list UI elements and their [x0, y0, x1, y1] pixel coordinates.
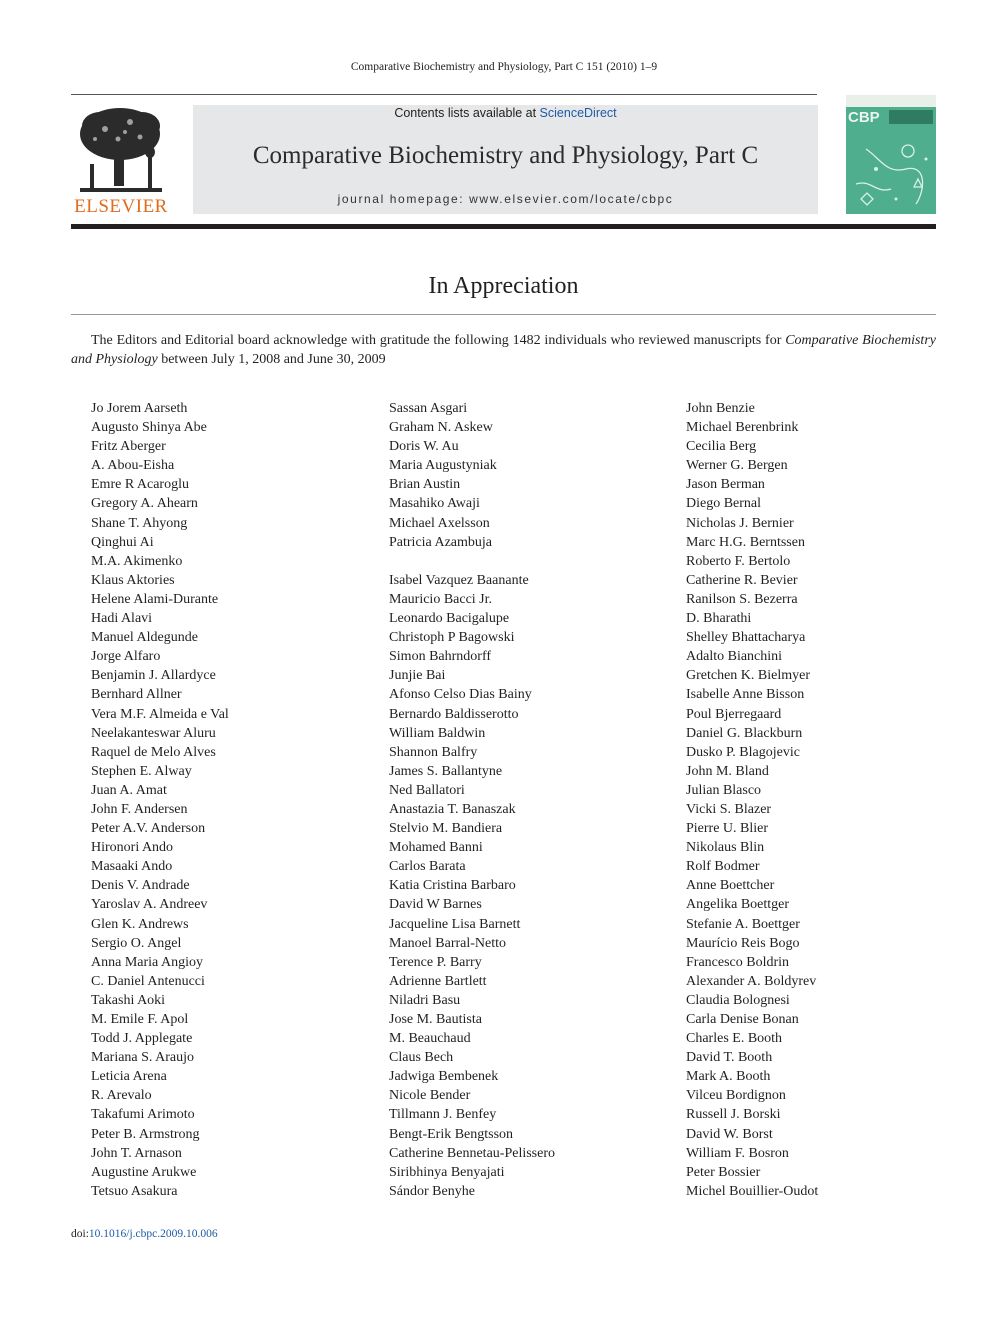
reviewer-name: Carla Denise Bonan — [686, 1012, 799, 1027]
reviewer-name: Marc H.G. Berntssen — [686, 534, 805, 550]
cover-title-bar — [889, 110, 933, 124]
reviewer-name: Angelika Boettger — [686, 897, 790, 913]
reviewer-name: Bernardo Baldisserotto — [389, 706, 519, 722]
cover-illustration — [846, 129, 936, 214]
header-divider — [71, 94, 817, 95]
reviewer-name: M. Emile F. Apol — [91, 1012, 189, 1027]
reviewer-name: Ranilson S. Bezerra — [686, 591, 798, 607]
reviewer-name: Anna Maria Angioy — [91, 954, 203, 970]
reviewer-name: Claus Bech — [389, 1050, 454, 1066]
reviewer-name: R. Arevalo — [91, 1088, 152, 1104]
reviewer-name: Todd J. Applegate — [91, 1031, 193, 1047]
reviewer-name: C. Daniel Antenucci — [91, 973, 205, 989]
reviewer-name: Fritz Aberger — [91, 439, 166, 455]
journal-title: Comparative Biochemistry and Physiology, Part C — [252, 142, 759, 169]
reviewer-name: Klaus Aktories — [91, 572, 175, 588]
reviewer-name: Simon Bahrndorff — [389, 649, 492, 665]
reviewer-name: Mohamed Banni — [389, 840, 483, 856]
group-gap — [389, 552, 555, 571]
reviewer-name: John Benzie — [686, 401, 755, 416]
reviewer-name: David W Barnes — [389, 897, 482, 913]
reviewer-name: Niladri Basu — [389, 992, 461, 1008]
reviewer-name: Roberto F. Bertolo — [686, 553, 791, 569]
title-rule — [71, 314, 936, 315]
reviewer-name: William Baldwin — [389, 725, 486, 741]
reviewer-name: Francesco Boldrin — [686, 954, 790, 970]
sciencedirect-link[interactable]: ScienceDirect — [539, 106, 617, 120]
reviewer-name: Jo Jorem Aarseth — [91, 401, 188, 416]
reviewer-name: Sándor Benyhe — [389, 1183, 475, 1199]
reviewer-name: M. Beauchaud — [389, 1031, 471, 1047]
reviewer-name: Poul Bjerregaard — [686, 706, 782, 722]
reviewer-name: Catherine Bennetau-Pelissero — [389, 1145, 556, 1161]
reviewer-name: Bernhard Allner — [91, 687, 182, 703]
reviewer-name: Vilceu Bordignon — [686, 1088, 786, 1104]
reviewer-name: Leonardo Bacigalupe — [389, 611, 510, 627]
reviewer-name: Julian Blasco — [686, 782, 762, 798]
reviewer-name: Jose M. Bautista — [389, 1012, 482, 1027]
reviewer-name: Shelley Bhattacharya — [686, 630, 806, 646]
reviewer-name: Helene Alami-Durante — [91, 591, 219, 607]
reviewer-name: Carlos Barata — [389, 859, 466, 875]
reviewer-name: Masaaki Ando — [91, 859, 173, 875]
contents-line — [193, 106, 818, 120]
reviewer-name: Stefanie A. Boettger — [686, 916, 800, 932]
reviewer-name: Shannon Balfry — [389, 744, 478, 760]
reviewer-name: Nicholas J. Bernier — [686, 515, 794, 531]
reviewer-name: Hironori Ando — [91, 840, 174, 856]
reviewer-name: Yaroslav A. Andreev — [91, 897, 208, 913]
doi-line — [71, 1228, 218, 1240]
header-rule — [71, 224, 936, 229]
reviewer-name: Brian Austin — [389, 477, 461, 493]
reviewer-column-1 — [91, 399, 229, 1201]
reviewer-name: Cecilia Berg — [686, 439, 757, 455]
reviewer-name: Rolf Bodmer — [686, 859, 760, 875]
reviewer-group-b — [389, 571, 555, 1201]
reviewer-name: Jacqueline Lisa Barnett — [389, 916, 521, 932]
reviewer-name: Gretchen K. Bielmyer — [686, 668, 811, 684]
reviewer-name: Claudia Bolognesi — [686, 992, 790, 1008]
journal-cover — [846, 95, 936, 214]
reviewer-name: James S. Ballantyne — [389, 763, 503, 779]
reviewer-name: Daniel G. Blackburn — [686, 725, 803, 741]
reviewer-name: Augustine Arukwe — [91, 1164, 197, 1180]
reviewer-name: Afonso Celso Dias Bainy — [389, 687, 532, 703]
doi-link[interactable]: 10.1016/j.cbpc.2009.10.006 — [88, 1228, 218, 1240]
reviewer-name: Siribhinya Benyajati — [389, 1164, 505, 1180]
reviewer-name: John M. Bland — [686, 763, 769, 779]
contents-prefix: Contents lists available at — [394, 106, 540, 120]
reviewer-name: Graham N. Askew — [389, 420, 493, 436]
reviewer-name: Benjamin J. Allardyce — [91, 668, 216, 684]
reviewer-name: Glen K. Andrews — [91, 916, 189, 932]
reviewer-name: Peter A.V. Anderson — [91, 821, 206, 837]
journal-banner — [193, 105, 818, 214]
reviewer-name: Nicole Bender — [389, 1088, 471, 1104]
reviewer-name: Stelvio M. Bandiera — [389, 821, 503, 837]
reviewer-name: Diego Bernal — [686, 496, 762, 512]
reviewer-name: Stephen E. Alway — [91, 763, 192, 779]
intro-paragraph — [71, 331, 936, 369]
reviewer-group-a — [389, 399, 555, 552]
reviewer-name: Tillmann J. Benfey — [389, 1107, 497, 1123]
reviewer-name: Sergio O. Angel — [91, 935, 182, 951]
reviewer-name: M.A. Akimenko — [91, 553, 183, 569]
reviewer-name: Anne Boettcher — [686, 878, 775, 894]
reviewer-name: Jadwiga Bembenek — [389, 1069, 499, 1085]
reviewer-name: Christoph P Bagowski — [389, 630, 515, 646]
reviewer-name: Jason Berman — [686, 477, 765, 493]
reviewer-name: Charles E. Booth — [686, 1031, 783, 1047]
reviewer-name: Adalto Bianchini — [686, 649, 783, 665]
reviewer-column-2 — [389, 399, 555, 1201]
reviewer-name: Juan A. Amat — [91, 782, 167, 798]
reviewer-name: Leticia Arena — [91, 1069, 167, 1085]
reviewer-name: Peter B. Armstrong — [91, 1126, 200, 1142]
journal-homepage[interactable]: journal homepage: www.elsevier.com/locate/cbpc — [337, 192, 674, 206]
reviewer-name: Takashi Aoki — [91, 992, 166, 1008]
reviewer-name: Doris W. Au — [389, 439, 459, 455]
reviewer-name: Hadi Alavi — [91, 611, 153, 627]
reviewer-name: Peter Bossier — [686, 1164, 761, 1180]
reviewer-name: Nikolaus Blin — [686, 840, 765, 856]
reviewer-name: Vicki S. Blazer — [686, 801, 772, 817]
reviewer-name: Isabel Vazquez Baanante — [389, 572, 529, 588]
reviewer-name: Neelakanteswar Aluru — [91, 725, 216, 741]
reviewer-name: Bengt-Erik Bengtsson — [389, 1126, 514, 1142]
reviewer-name: Mauricio Bacci Jr. — [389, 591, 493, 607]
intro-journal-name: Comparative Biochemistry and Physiology — [71, 333, 936, 367]
reviewer-name: Katia Cristina Barbaro — [389, 878, 516, 894]
reviewer-name: Michael Axelsson — [389, 515, 490, 531]
reviewer-name: Junjie Bai — [389, 668, 446, 684]
reviewer-name: Gregory A. Ahearn — [91, 496, 198, 512]
reviewer-name: Mark A. Booth — [686, 1069, 771, 1085]
reviewer-name: Anastazia T. Banaszak — [389, 801, 516, 817]
elsevier-wordmark: ELSEVIER — [74, 196, 168, 217]
reviewer-name: John F. Andersen — [91, 801, 188, 817]
reviewer-name: Emre R Acaroglu — [91, 477, 189, 493]
reviewer-name: Werner G. Bergen — [686, 458, 788, 474]
cover-top-strip — [846, 95, 936, 107]
reviewer-name: Augusto Shinya Abe — [91, 420, 207, 436]
doi-prefix: doi: — [71, 1228, 89, 1240]
reviewer-column-3 — [686, 399, 818, 1201]
reviewer-name: Sassan Asgari — [389, 401, 468, 416]
reviewer-name: Shane T. Ahyong — [91, 515, 188, 531]
reviewer-name: David T. Booth — [686, 1050, 773, 1066]
reviewer-name: Isabelle Anne Bisson — [686, 687, 805, 703]
reviewer-name: David W. Borst — [686, 1126, 773, 1142]
cover-abbrev: CBP — [848, 109, 880, 126]
reviewer-name: Michel Bouillier-Oudot — [686, 1183, 819, 1199]
reviewer-name: Catherine R. Bevier — [686, 572, 798, 588]
reviewer-name: Mariana S. Araujo — [91, 1050, 195, 1066]
reviewer-name: Dusko P. Blagojevic — [686, 744, 800, 760]
reviewer-name: Vera M.F. Almeida e Val — [91, 706, 229, 722]
reviewer-name: Pierre U. Blier — [686, 821, 769, 837]
reviewer-name: Tetsuo Asakura — [91, 1183, 178, 1199]
reviewer-name: Michael Berenbrink — [686, 420, 799, 436]
reviewer-name: Russell J. Borski — [686, 1107, 781, 1123]
intro-text-2: between July 1, 2008 and June 30, 2009 — [157, 352, 386, 367]
reviewer-name: Jorge Alfaro — [91, 649, 161, 665]
reviewer-name: Raquel de Melo Alves — [91, 744, 216, 760]
reviewer-name: Maria Augustyniak — [389, 458, 497, 474]
reviewer-name: Denis V. Andrade — [91, 878, 190, 894]
reviewer-name: Masahiko Awaji — [389, 496, 480, 512]
reviewer-name: William F. Bosron — [686, 1145, 789, 1161]
reviewer-name: John T. Arnason — [91, 1145, 182, 1161]
reviewer-name: Manuel Aldegunde — [91, 630, 198, 646]
reviewer-name: Terence P. Barry — [389, 954, 482, 970]
running-head: Comparative Biochemistry and Physiology, Part C 151 (2010) 1–9 — [350, 61, 658, 73]
article-title: In Appreciation — [428, 273, 579, 299]
intro-text-1: The Editors and Editorial board acknowledge with gratitude the following 1482 individuals who reviewed manuscripts for — [91, 333, 786, 348]
reviewer-name: A. Abou-Eisha — [91, 458, 175, 474]
reviewer-name: Qinghui Ai — [91, 534, 154, 550]
reviewer-name: Maurício Reis Bogo — [686, 935, 800, 951]
reviewer-name: Manoel Barral-Netto — [389, 935, 507, 951]
reviewer-name: D. Bharathi — [686, 611, 752, 627]
reviewer-name: Alexander A. Boldyrev — [686, 973, 817, 989]
reviewer-name: Patricia Azambuja — [389, 534, 493, 550]
reviewer-name: Takafumi Arimoto — [91, 1107, 195, 1123]
reviewer-name: Ned Ballatori — [389, 782, 465, 798]
reviewer-name: Adrienne Bartlett — [389, 973, 487, 989]
